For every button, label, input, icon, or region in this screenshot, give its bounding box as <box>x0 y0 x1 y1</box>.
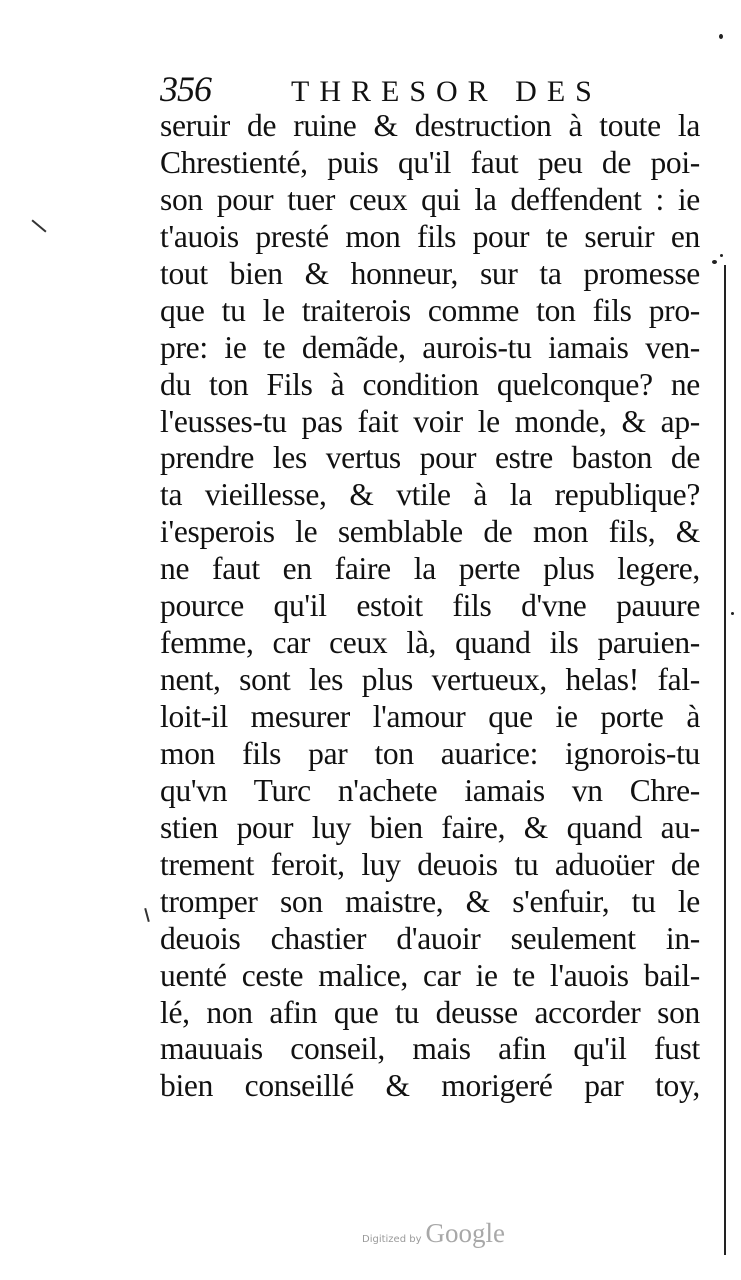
speck <box>720 254 723 257</box>
text-line: uenté ceste malice, car ie te l'auois bail- <box>160 957 700 993</box>
text-line: ta vieillesse, & vtile à la republique? <box>160 477 700 513</box>
speck <box>719 34 723 39</box>
text-line: du ton Fils à condition quelconque? ne <box>160 366 700 402</box>
text-line: seruir de ruine & destruction à toute la <box>160 108 700 143</box>
watermark-prefix: Digitized by <box>362 1234 422 1245</box>
text-line: prendre les vertus pour estre baston de <box>160 440 700 476</box>
speck <box>731 612 734 615</box>
text-line: trement feroit, luy deuois tu aduoüer de <box>160 846 700 882</box>
running-head: THRESOR DES <box>291 75 602 108</box>
text-line: stien pour luy bien faire, & quand au- <box>160 809 700 845</box>
text-line: t'auois presté mon fils pour te seruir en <box>160 218 700 254</box>
text-line: loit-il mesurer l'amour que ie porte à <box>160 699 700 734</box>
text-line: lé, non afin que tu deusse accorder son <box>160 994 700 1030</box>
text-line: son pour tuer ceux qui la deffendent : ie <box>160 181 700 217</box>
text-line: pource qu'il estoit fils d'vne pauure <box>160 588 700 624</box>
text-line: nent, sont les plus vertueux, helas! fal- <box>160 662 700 698</box>
text-line: deuois chastier d'auoir seulement in- <box>160 920 700 956</box>
text-line: pre: ie te demãde, aurois-tu iamais ven- <box>160 329 700 365</box>
page-edge-rule <box>724 265 726 1255</box>
google-logo: Google <box>425 1218 505 1248</box>
text-line: i'esperois le semblable de mon fils, & <box>160 514 700 550</box>
text-line: ne faut en faire la perte plus legere, <box>160 551 700 587</box>
text-line: Chrestienté, puis qu'il faut peu de poi- <box>160 144 700 180</box>
text-line: femme, car ceux là, quand ils paruien- <box>160 625 700 661</box>
page-header <box>160 68 690 108</box>
scan-mark <box>31 219 46 232</box>
text-line: tout bien & honneur, sur ta promesse <box>160 255 700 291</box>
text-line: tromper son maistre, & s'enfuir, tu le <box>160 883 700 919</box>
text-line: mon fils par ton auarice: ignorois-tu <box>160 735 700 771</box>
text-line: mauuais conseil, mais afin qu'il fust <box>160 1031 700 1067</box>
text-line: que tu le traiterois comme ton fils pro- <box>160 292 700 328</box>
page-number: 356 <box>160 69 211 109</box>
text-line: qu'vn Turc n'achete iamais vn Chre- <box>160 772 700 808</box>
scan-mark <box>144 908 150 922</box>
body-text <box>160 108 700 1105</box>
speck <box>712 260 717 264</box>
text-line: bien conseillé & morigeré par toy, <box>160 1068 700 1104</box>
text-line: l'eusses-tu pas fait voir le monde, & ap- <box>160 403 700 439</box>
digitized-watermark <box>362 1218 505 1249</box>
